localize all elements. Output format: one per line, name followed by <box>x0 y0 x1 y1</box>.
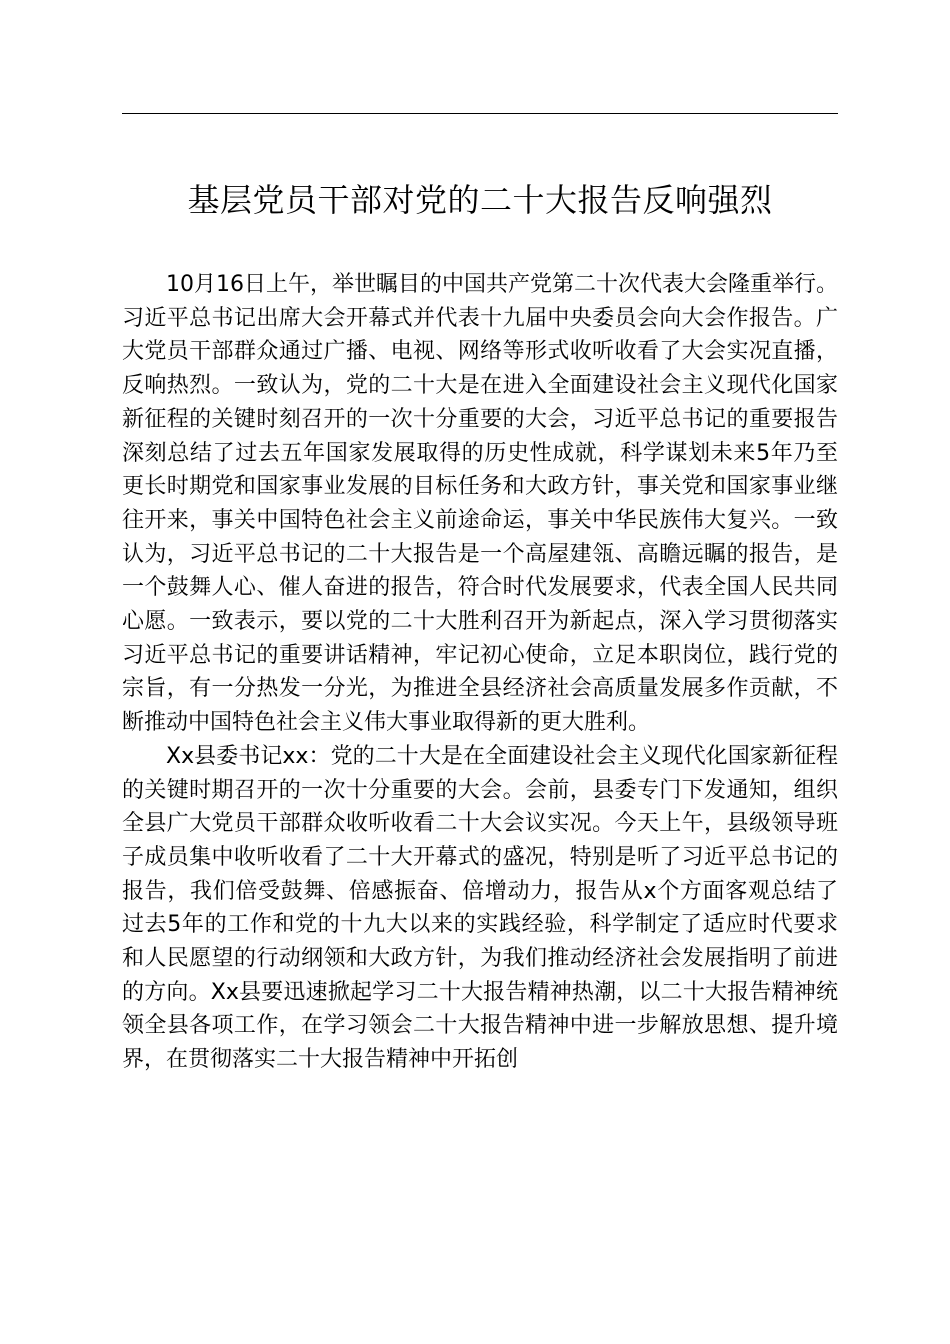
header-rule <box>122 113 838 114</box>
document-body <box>122 268 838 1077</box>
paragraph-1: 10月16日上午，举世瞩目的中国共产党第二十次代表大会隆重举行。习近平总书记出席大会开幕式并代表十九届中央委员会向大会作报告。广大党员干部群众通过广播、电视、网络等形式收听收看了大会实况直播，反响热烈。一致认为，党的二十大是在进入全面建设社会主义现代化国家新征程的关键时刻召开的一次十分重要的大会，习近平总书记的重要报告深刻总结了过去五年国家发展取得的历史性成就，科学谋划未来5年乃至更长时期党和国家事业发展的目标任务和大政方针，事关党和国家事业继往开来，事关中国特色社会主义前途命运，事关中华民族伟大复兴。一致认为，习近平总书记的二十大报告是一个高屋建瓴、高瞻远瞩的报告，是一个鼓舞人心、催人奋进的报告，符合时代发展要求，代表全国人民共同心愿。一致表示，要以党的二十大胜利召开为新起点，深入学习贯彻落实习近平总书记的重要讲话精神，牢记初心使命，立足本职岗位，践行党的宗旨，有一分热发一分光，为推进全县经济社会高质量发展多作贡献，不断推动中国特色社会主义伟大事业取得新的更大胜利。 <box>122 272 838 736</box>
paragraph-2: Xx县委书记xx：党的二十大是在全面建设社会主义现代化国家新征程的关键时期召开的一次十分重要的大会。会前，县委专门下发通知，组织全县广大党员干部群众收听收看二十大会议实况。今天上午，县级领导班子成员集中收听收看了二十大开幕式的盛况，特别是听了习近平总书记的报告，我们倍受鼓舞、倍感振奋、倍增动力，报告从x个方面客观总结了过去5年的工作和党的十九大以来的实践经验，科学制定了适应时代要求和人民愿望的行动纲领和大政方针，为我们推动经济社会发展指明了前进的方向。Xx县要迅速掀起学习二十大报告精神热潮，以二十大报告精神统领全县各项工作，在学习领会二十大报告精神中进一步解放思想、提升境界，在贯彻落实二十大报告精神中开拓创 <box>122 743 838 1073</box>
document-title: 基层党员干部对党的二十大报告反响强烈 <box>187 181 773 219</box>
